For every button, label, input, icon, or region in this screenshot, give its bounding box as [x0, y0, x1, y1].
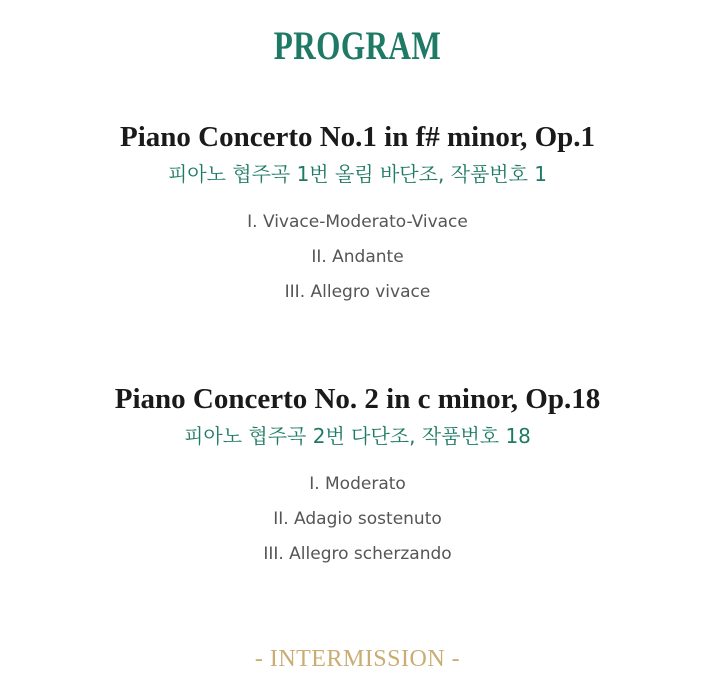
piece-1 — [0, 119, 715, 310]
program-heading: PROGRAM — [273, 23, 442, 68]
piece-title: Piano Concerto No. 2 in c minor, Op.18 — [114, 383, 601, 415]
piece-subtitle-korean: 피아노 협주곡 2번 다단조, 작품번호 18 — [184, 424, 531, 448]
movement-list — [0, 467, 715, 572]
movement-item: II. Andante — [311, 247, 404, 267]
movement-list — [0, 205, 715, 310]
movement-item: II. Adagio sostenuto — [273, 509, 442, 529]
piece-title: Piano Concerto No.1 in f# minor, Op.1 — [119, 121, 596, 153]
movement-item: III. Allegro vivace — [284, 282, 431, 302]
intermission-label: - INTERMISSION - — [254, 646, 461, 672]
movement-item: III. Allegro scherzando — [263, 544, 452, 564]
piece-subtitle-korean: 피아노 협주곡 1번 올림 바단조, 작품번호 1 — [167, 162, 548, 186]
movement-item: I. Vivace-Moderato-Vivace — [247, 212, 468, 232]
movement-item: I. Moderato — [309, 474, 406, 494]
piece-2 — [0, 381, 715, 572]
